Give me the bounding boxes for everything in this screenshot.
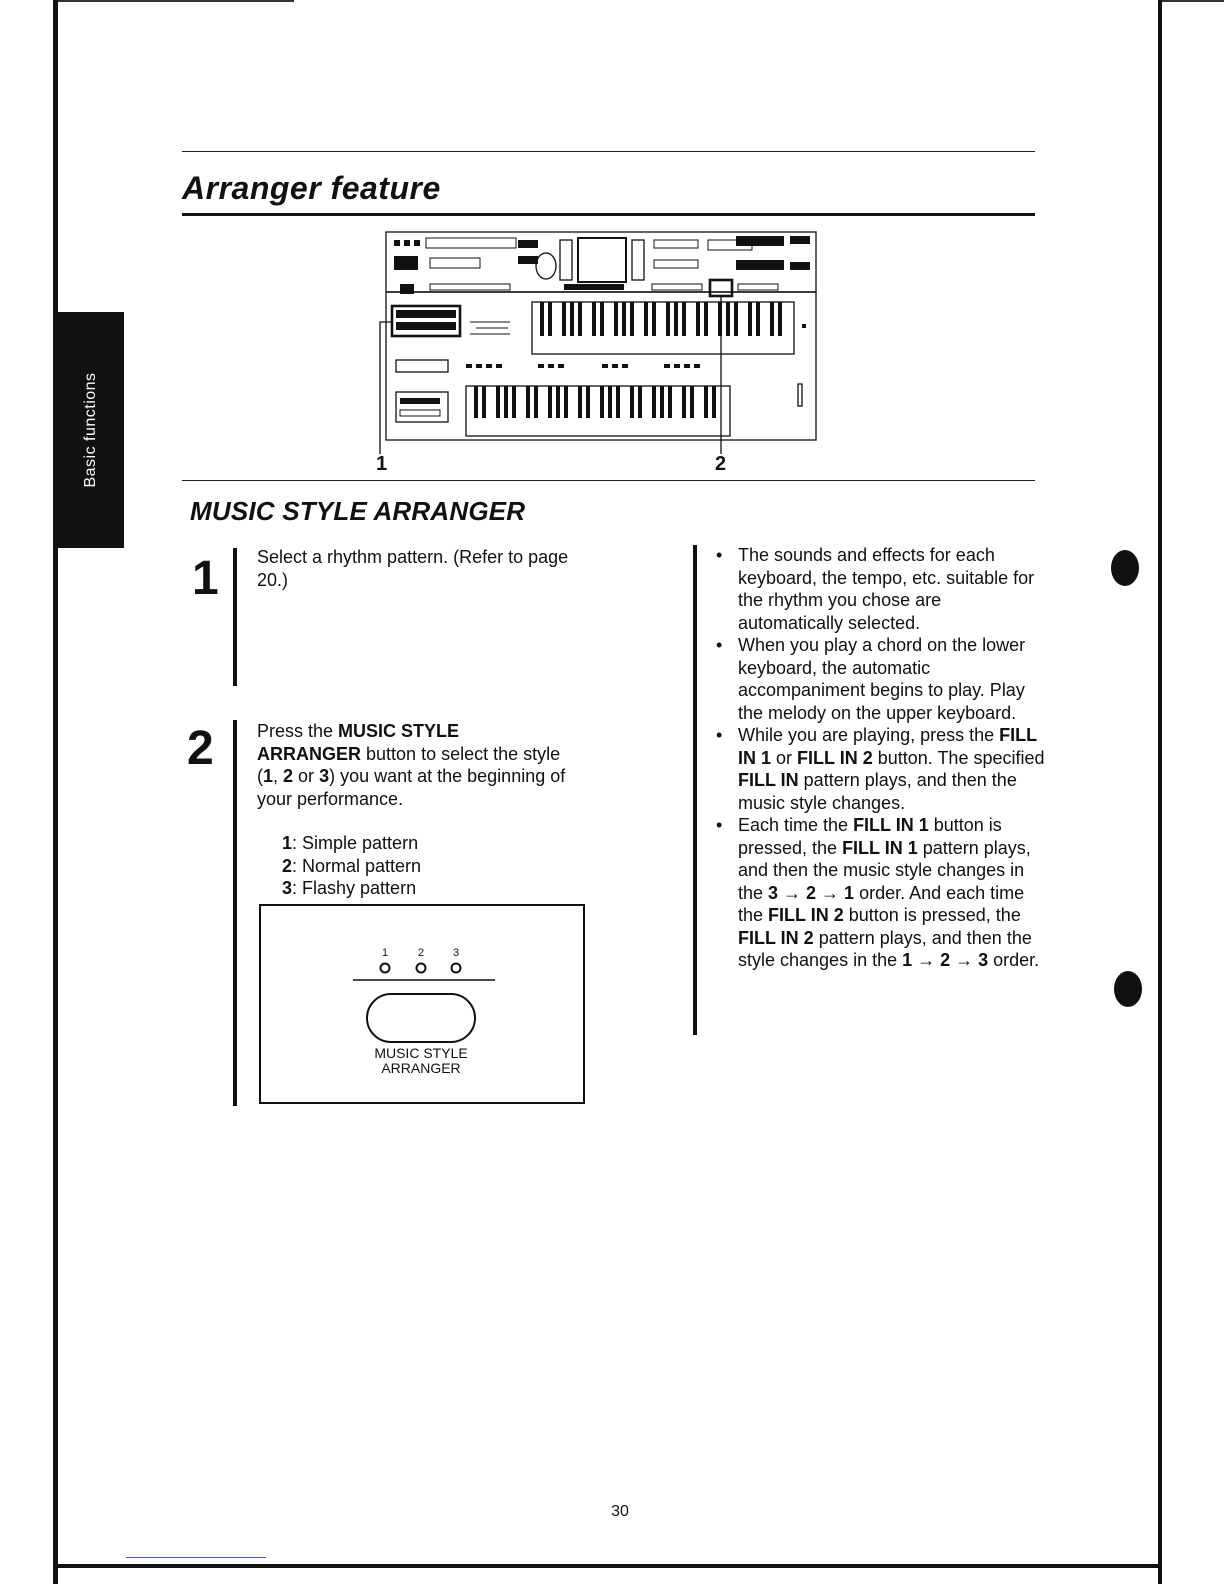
indicator-label-2: 2 xyxy=(417,947,425,959)
pattern-list xyxy=(282,832,421,900)
section-title: MUSIC STYLE ARRANGER xyxy=(190,496,526,526)
step-2-text: Press the MUSIC STYLE ARRANGER button to select the style (1, 2 or 3) you want at the beginning of your performance. xyxy=(257,721,566,809)
pattern-item: 2: Normal pattern xyxy=(282,855,422,876)
music-style-button-illustration xyxy=(349,946,499,1096)
music-style-button-figure xyxy=(259,904,585,1104)
step-2-bar xyxy=(233,720,237,1106)
notes-list xyxy=(716,544,1046,972)
binder-hole xyxy=(1114,971,1142,1007)
page-border-top-right xyxy=(1162,0,1224,2)
header-rule-top xyxy=(182,151,1035,152)
music-style-button-highlight xyxy=(710,280,732,296)
indicator-label-1: 1 xyxy=(381,947,389,959)
page-border-left xyxy=(53,0,58,1584)
binder-hole xyxy=(1111,550,1139,586)
notes-bar xyxy=(693,545,697,1035)
indicator-led-1 xyxy=(381,964,390,973)
step-1-bar xyxy=(233,548,237,686)
indicator-label-3: 3 xyxy=(452,947,460,959)
step-1-number: 1 xyxy=(192,552,219,605)
diagram-rule xyxy=(182,480,1035,481)
note-item: • Each time the FILL IN 1 button is pressed, the FILL IN 1 pattern plays, and then the music style changes in the 3 → 2 → 1 order. And each time the FILL IN 2 button is pressed, the FILL IN 2 pattern plays, and then the style changes in the 1 → 2 → 3 order. xyxy=(716,814,1046,972)
note-item: • When you play a chord on the lower keyboard, the automatic accompaniment begins to play. Play the melody on the upper keyboard. xyxy=(716,634,1046,724)
indicator-led-2 xyxy=(417,964,426,973)
callout-number-1: 1 xyxy=(376,453,388,475)
note-item: • The sounds and effects for each keyboard, the tempo, etc. suitable for the rhythm you chose are automatically selected. xyxy=(716,544,1046,634)
footer-mark xyxy=(126,1557,266,1558)
page-number: 30 xyxy=(611,1503,629,1520)
step-2-number: 2 xyxy=(187,722,214,775)
button-label-line1: MUSIC STYLE xyxy=(374,1045,468,1061)
side-tab xyxy=(58,312,124,548)
indicator-led-3 xyxy=(452,964,461,973)
page-title: Arranger feature xyxy=(182,170,441,206)
side-tab-label: Basic functions xyxy=(82,372,99,488)
note-item: • While you are playing, press the FILL IN 1 or FILL IN 2 button. The specified FILL IN pattern plays, and then the music style changes. xyxy=(716,724,1046,814)
pattern-item: 3: Flashy pattern xyxy=(282,878,417,898)
lcd-display xyxy=(578,238,626,282)
header-rule-bottom xyxy=(182,213,1035,216)
page-border-top xyxy=(58,0,294,2)
pattern-item: 1: Simple pattern xyxy=(282,833,419,853)
page-border-bottom xyxy=(53,1564,1162,1568)
button-label-line2: ARRANGER xyxy=(381,1060,461,1076)
keyboard-diagram xyxy=(370,226,830,488)
page-border-right xyxy=(1158,0,1162,1584)
step-1-text: Select a rhythm pattern. (Refer to page 20.) xyxy=(257,547,569,590)
callout-number-2: 2 xyxy=(715,453,727,475)
music-style-arranger-button xyxy=(367,994,475,1042)
